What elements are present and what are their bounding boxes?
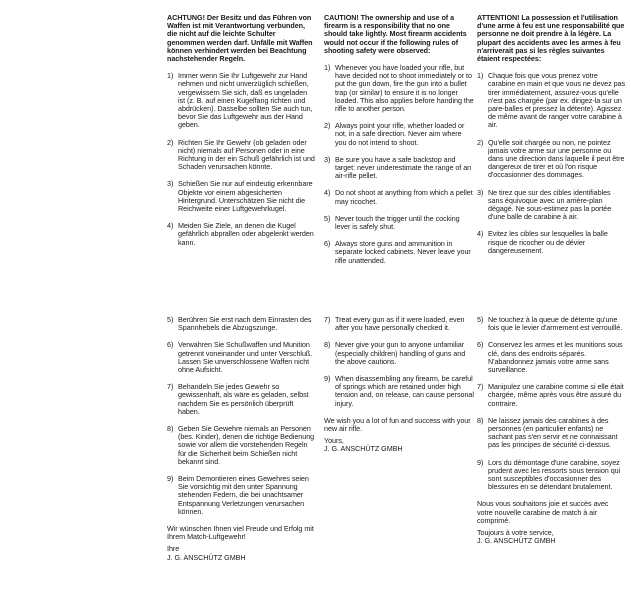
french-intro: ATTENTION! La possession et l'utilisation d'une arme à feu est une responsabilité que personne ne doit prendre à la légère. La plupart des accidents avec les armes à feu n'arriverait pas si les règles suivantes étaient respectées: (477, 13, 625, 64)
french-sign-company: J. G. ANSCHÜTZ GMBH (477, 536, 556, 546)
rule-text: Ne tirez que sur des cibles identifiables sans équivoque avec un arrière-plan dégagé. Ne sous-estimez pas la portée d'une balle de carabine à air. (488, 187, 612, 222)
german-sign-greeting: Ihre (167, 544, 180, 554)
rule-item (477, 383, 625, 408)
rule-item (477, 459, 625, 492)
rule-number: 9) (324, 374, 331, 384)
rule-text: Qu'elle soit chargée ou non, ne pointez jamais votre arme sur une personne ou dans une direction dans laquelle il peut être dangereux de tirer et où l'on risque d'occasionner des dommages. (488, 137, 625, 180)
rule-item (477, 72, 625, 129)
english-rules-bottom (324, 316, 474, 408)
rule-number: 5) (167, 315, 174, 324)
rule-number: 3) (324, 154, 331, 164)
rule-number: 6) (324, 239, 331, 249)
rule-text: Geben Sie Gewehre niemals an Personen (bes. Kinder), denen die richtige Bedienung sowie vor allem die vorstehenden Regeln für die Sicherheit beim Schießen nicht bekannt sind. (178, 424, 315, 466)
rule-number: 9) (477, 457, 484, 467)
english-column-top (324, 14, 474, 274)
rule-number: 8) (167, 424, 174, 434)
rule-item (167, 72, 315, 129)
rule-number: 7) (324, 315, 331, 324)
rule-item (477, 316, 625, 332)
rule-item (167, 180, 315, 213)
rule-item (167, 475, 315, 516)
rule-number: 7) (477, 382, 484, 392)
rule-number: 5) (477, 315, 484, 324)
german-rules-bottom (167, 316, 315, 516)
rule-text: Richten Sie Ihr Gewehr (ob geladen oder nicht) niemals auf Personen oder in eine Richtung in der ein Schuß gefährlich ist und Schaden verursachen könnte. (178, 137, 315, 172)
rule-text: Do not shoot at anything from which a pellet may ricochet. (335, 188, 473, 206)
rule-item (167, 222, 315, 247)
rule-item (324, 156, 474, 181)
rule-item (324, 64, 474, 113)
rule-text: Always point your rifle, whether loaded or not, in a safe direction. Never aim where you do not intend to shoot. (335, 121, 465, 147)
english-column-bottom (324, 316, 474, 454)
rule-text: Lors du démontage d'une carabine, soyez prudent avec les ressorts sous tension qui sont susceptibles d'occasionner des blessures en se détendant brutalement. (488, 457, 621, 492)
english-closing: We wish you a lot of fun and success with your new air rifle. (324, 415, 471, 434)
rule-item (167, 383, 315, 416)
rule-item (477, 189, 625, 222)
rule-item (324, 215, 474, 231)
rule-text: Never give your gun to anyone unfamiliar (especially children) handling of guns and the above cautions. (335, 340, 466, 366)
rule-number: 7) (167, 382, 174, 392)
rule-text: Schießen Sie nur auf eindeutig erkennbare Objekte vor einem abgesicherten Hintergrund. Unterschätzen Sie nicht die Reichweite einer Luftgewehrkugel. (178, 179, 313, 214)
rule-text: Never touch the trigger until the cocking lever is safely shut. (335, 213, 460, 232)
rule-number: 3) (167, 179, 174, 189)
rule-number: 1) (477, 71, 484, 81)
rule-number: 5) (324, 213, 331, 223)
rule-item (324, 316, 474, 332)
rule-text: When disassembling any firearm, be careful of springs which are retained under high tension and, on release, can cause personal injury. (335, 374, 474, 408)
german-sign-company: J. G. ANSCHÜTZ GMBH (167, 552, 246, 562)
german-rules-top (167, 72, 315, 247)
rule-number: 1) (324, 63, 331, 73)
rule-item (477, 417, 625, 450)
french-sign-greeting: Toujours à votre service, (477, 528, 554, 538)
rule-number: 2) (324, 121, 331, 131)
rule-number: 6) (167, 340, 174, 350)
rule-text: Conservez les armes et les munitions sous clé, dans des endroits séparés. N'abandonnez jamais votre arme sans surveillance. (488, 340, 623, 375)
rule-item (167, 425, 315, 466)
rule-text: Immer wenn Sie Ihr Luftgewehr zur Hand nehmen und nicht unverzüglich schießen, vergewissern Sie sich, daß es ungeladen ist (z. B. auf einen Kugelfang richten und abdrücken). Dasselbe sollten Sie auch tun, bevor Sie das Luftgewehr aus der Hand geben. (178, 71, 313, 130)
rule-text: Behandeln Sie jedes Gewehr so gewissenhaft, als wäre es geladen, selbst nachdem Sie es persönlich überprüft haben. (178, 382, 309, 416)
english-rules-top (324, 64, 474, 265)
rule-text: Meiden Sie Ziele, an denen die Kugel gefährlich abprallen oder abgelenkt werden kann. (178, 221, 314, 247)
english-sign-company: J. G. ANSCHÜTZ GMBH (324, 444, 403, 454)
rule-number: 1) (167, 71, 174, 81)
rule-item (477, 341, 625, 374)
english-sign-greeting: Yours, (324, 436, 344, 446)
rule-item (324, 240, 474, 265)
german-column-bottom (167, 316, 315, 562)
rule-number: 4) (324, 188, 331, 198)
rule-number: 8) (324, 340, 331, 350)
french-rules-bottom (477, 316, 625, 491)
rule-text: Ne laissez jamais des carabines à des personnes (en particulier enfants) ne sachant pas s'en servir et ne connaissant pas les principes de sécurité ci-dessus. (488, 415, 618, 450)
rule-text: Be sure you have a safe backstop and target: never underestimate the range of an air-rifle pellet. (335, 154, 472, 181)
rule-item (324, 189, 474, 205)
rule-number: 9) (167, 474, 174, 484)
rule-text: Whenever you have loaded your rifle, but have decided not to shoot immediately or to put the gun down, fire the gun into a bullet trap (or similar) to ensure it is no longer loaded. This also applies before handing the rifle to another person. (335, 63, 474, 114)
rule-text: Berühren Sie erst nach dem Einrasten des Spannhebels die Abzugszunge. (178, 315, 312, 333)
german-closing: Wir wünschen Ihnen viel Freude und Erfolg mit Ihrem Match-Luftgewehr! (167, 524, 314, 542)
rule-item (324, 122, 474, 147)
rule-item (324, 375, 474, 408)
rule-number: 4) (167, 221, 174, 231)
rule-text: Ne touchez à la queue de détente qu'une fois que le levier d'armement est verrouillé. (488, 315, 623, 333)
rule-text: Treat every gun as if it were loaded, even after you have personally checked it. (335, 315, 465, 333)
rule-number: 4) (477, 229, 484, 239)
rule-item (324, 341, 474, 366)
french-column-top (477, 14, 625, 264)
rule-item (167, 316, 315, 332)
rule-text: Evitez les cibles sur lesquelles la balle risque de ricocher ou de dévier dangereusement. (488, 229, 608, 255)
rule-number: 8) (477, 415, 484, 425)
english-intro: CAUTION! The ownership and use of a firearm is a responsibility that no one should take lightly. Most firearm accidents would not occur if the following rules of shooting safety were observed: (324, 13, 467, 55)
rule-number: 2) (167, 137, 174, 147)
rule-text: Manipulez une carabine comme si elle était chargée, même après vous être assuré du contraire. (488, 382, 624, 408)
rule-number: 2) (477, 137, 484, 147)
french-closing: Nous vous souhaitons joie et succès avec votre nouvelle carabine de match à air comprimé. (477, 499, 609, 525)
rule-text: Chaque fois que vous prenez votre carabine en main et que vous ne devez pas tirer immédiatement, assurez-vous qu'elle n'est pas chargée (par ex. dirigez-la sur un pare-balles et pressez la détente). Agissez de même avant de ranger votre carabine à air. (488, 71, 626, 130)
rule-number: 3) (477, 187, 484, 197)
rule-item (167, 139, 315, 172)
rule-text: Beim Demontieren eines Gewehres seien Sie vorsichtig mit den unter Spannung stehenden Federn, die bei unachtsamer Entspannung Verletzungen verursachen können. (178, 474, 309, 516)
rule-text: Always store guns and ammunition in separate locked cabinets. Never leave your rifle unattended. (335, 239, 471, 265)
rule-item (477, 139, 625, 180)
french-column-bottom (477, 316, 625, 545)
french-rules-top (477, 72, 625, 255)
rule-number: 6) (477, 340, 484, 350)
rule-item (477, 230, 625, 255)
german-column-top (167, 14, 315, 256)
rule-text: Verwahren Sie Schußwaffen und Munition getrennt voneinander und unter Verschluß. Lassen Sie unverschlossene Waffen nicht ohne Aufsicht. (178, 340, 313, 375)
rule-item (167, 341, 315, 374)
german-intro: ACHTUNG! Der Besitz und das Führen von Waffen ist mit Verantwortung verbunden, die nicht auf die leichte Schulter genommen werden darf. Unfälle mit Waffen können verhindert werden bei Beachtung nachstehender Regeln. (167, 13, 313, 64)
